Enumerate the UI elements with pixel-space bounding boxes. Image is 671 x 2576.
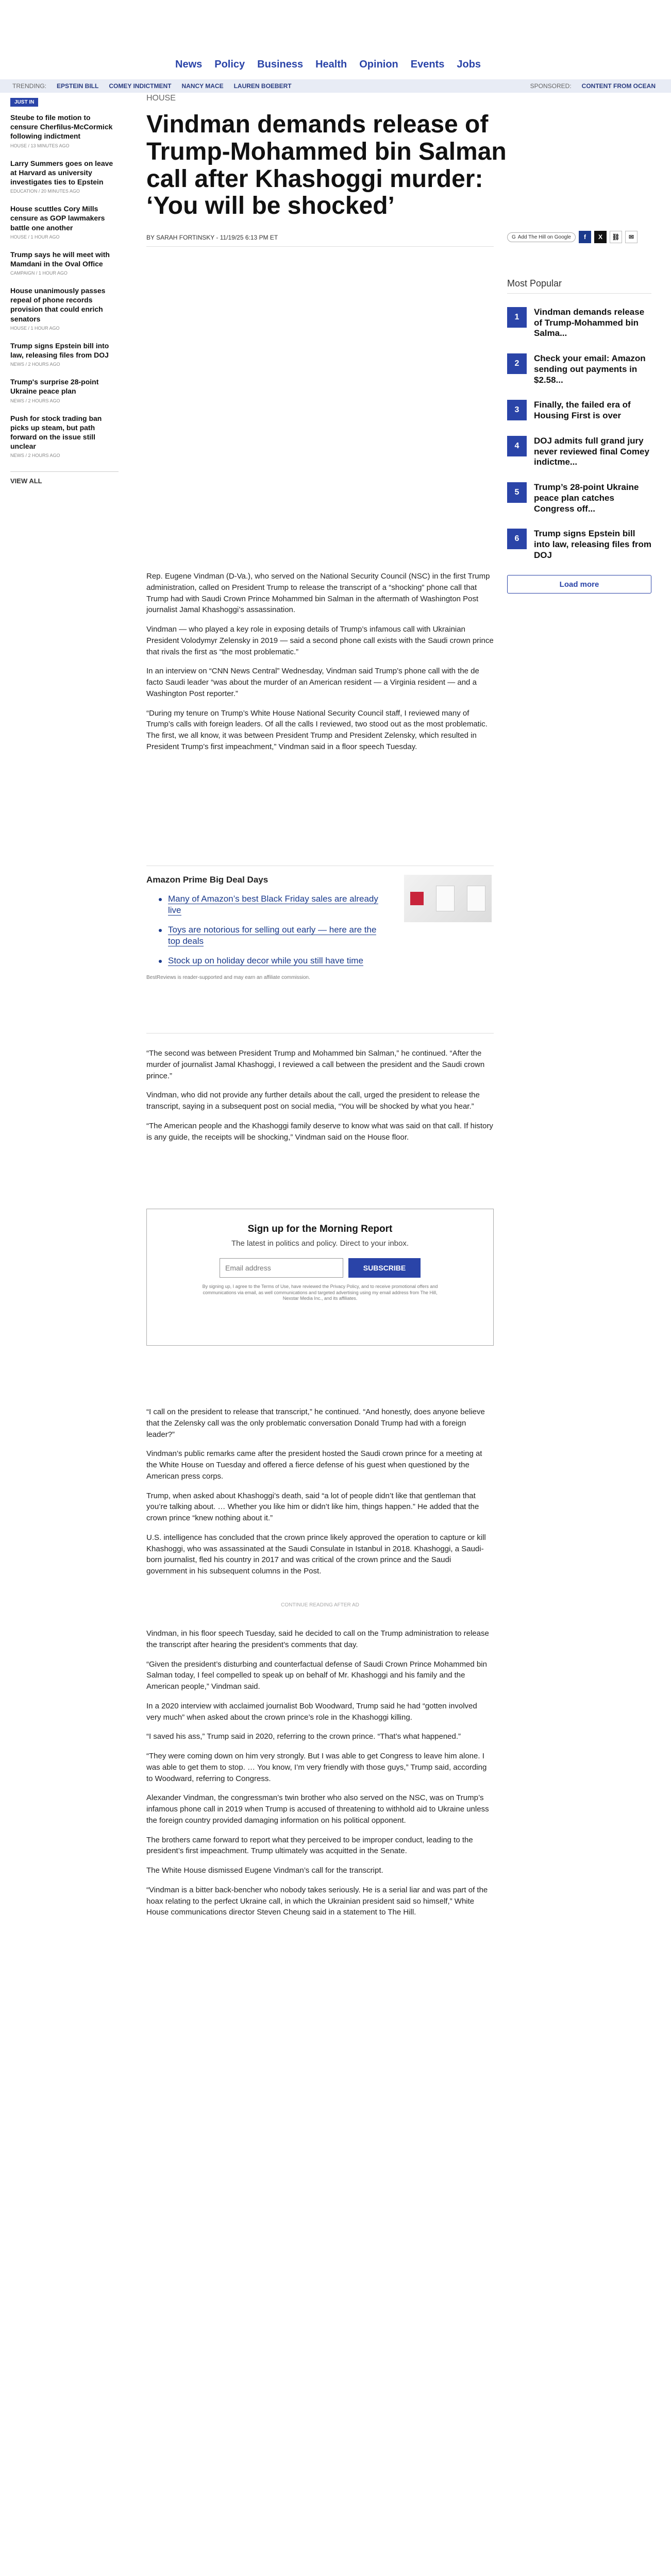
paragraph: In a 2020 interview with acclaimed journalist Bob Woodward, Trump said he had “gotten involved very much” when asked about the crown prince’s role in the Khashoggi killing.: [146, 1701, 477, 1722]
newsletter-form: [147, 1258, 493, 1278]
google-icon: G: [512, 234, 516, 240]
paragraph: “Given the president’s disturbing and counterfactual defense of Saudi Crown Prince Mohammed bin Salman today, I feel compelled to speak up on behalf of Mr. Khashoggi and his family and the American people,” Vindman said.: [146, 1659, 487, 1691]
byline: BY SARAH FORTINSKY - 11/19/25 6:13 PM ET: [146, 234, 278, 241]
list-item[interactable]: House scuttles Cory Mills censure as GOP lawmakers battle one another HOUSE / 1 HOUR AGO: [10, 205, 105, 240]
deal-link[interactable]: Many of Amazon’s best Black Friday sales are already live: [168, 893, 379, 916]
trending-item[interactable]: EPSTEIN BILL: [57, 82, 99, 90]
article-body: [146, 1406, 494, 1585]
continue-reading-label: CONTINUE READING AFTER AD: [281, 1602, 359, 1608]
trending-item[interactable]: LAUREN BOEBERT: [233, 82, 292, 90]
most-popular: [507, 278, 651, 594]
list-item[interactable]: 6 Trump signs Epstein bill into law, releasing files from DOJ: [507, 529, 651, 561]
paragraph: U.S. intelligence has concluded that the crown prince likely approved the operation to capture or kill Khashoggi, who was assassinated at the Saudi Consulate in Istanbul in 2018. Khashoggi, a Saudi-born journalist, fled his country in 2017 and was critical of the crown prince and the Saudi government in his subsequent columns in the Post.: [146, 1533, 486, 1575]
load-more-button[interactable]: Load more: [507, 575, 651, 594]
paragraph: The brothers came forward to report what they perceived to be improper conduct, leading to the president’s first impeachment. Trump ultimately was acquitted in the Senate.: [146, 1835, 473, 1856]
paragraph: “I saved his ass,” Trump said in 2020, referring to the crown prince. “That’s what happened.”: [146, 1732, 461, 1741]
list-item[interactable]: Trump says he will meet with Mamdani in the Oval Office CAMPAIGN / 1 HOUR AGO: [10, 250, 110, 276]
trending-item[interactable]: COMEY INDICTMENT: [109, 82, 172, 90]
list-item[interactable]: 4 DOJ admits full grand jury never reviewed final Comey indictme...: [507, 436, 651, 468]
paragraph: Alexander Vindman, the congressman’s twin brother who also served on the NSC, was on Trump’s infamous phone call in 2019 when Trump is accused of threatening to withhold aid to Ukraine unless the foreign country provided damaging information on his political opponent.: [146, 1793, 489, 1825]
main-nav: [175, 59, 481, 71]
most-popular-title: Most Popular: [507, 278, 651, 294]
newsletter-subtitle: The latest in politics and policy. Direct to your inbox.: [231, 1239, 409, 1248]
rank-number: 5: [507, 482, 527, 503]
nav-policy[interactable]: Policy: [214, 59, 245, 70]
rank-number: 4: [507, 436, 527, 456]
deals-image[interactable]: [404, 875, 492, 922]
deal-link[interactable]: Toys are notorious for selling out early — here are the top deals: [168, 924, 379, 947]
deal-link[interactable]: Stock up on holiday decor while you still have time: [168, 955, 379, 967]
subscribe-button[interactable]: SUBSCRIBE: [348, 1258, 421, 1278]
paragraph: “During my tenure on Trump’s White House National Security Council staff, I reviewed many of Trump’s calls with foreign leaders. Of all the calls I reviewed, two stood out as the most problematic. The first, we all know, it was between President Trump and President Zelensky, which resulted in President Trump’s first impeachment,” Vindman said in a floor speech Tuesday.: [146, 708, 488, 751]
list-item[interactable]: 2 Check your email: Amazon sending out payments in $2.58...: [507, 353, 651, 385]
article-body: [146, 571, 494, 761]
amazon-title: Amazon Prime Big Deal Days: [146, 875, 269, 885]
list-item[interactable]: House unanimously passes repeal of phone records provision that could enrich senators HOUSE / 1 HOUR AGO: [10, 286, 106, 331]
paragraph: Trump, when asked about Khashoggi’s death, said “a lot of people didn’t like that gentleman that you’re talking about. … Whether you like him or didn’t like him, things happen.” He added that the crown prince “knew nothing about it.”: [146, 1491, 479, 1522]
newsletter-fine-print: By signing up, I agree to the Terms of Use, have reviewed the Privacy Policy, and to receive promotional offers and communications via email, as well communications and targeted advertising using my email address from The Hill, Nexstar Media Inc., and its affiliates.: [202, 1284, 438, 1301]
rank-number: 1: [507, 307, 527, 328]
trending-item[interactable]: NANCY MACE: [181, 82, 224, 90]
just-in-rail: [10, 97, 119, 485]
product-box: [436, 886, 455, 911]
share-bar: [507, 231, 638, 243]
list-item[interactable]: 3 Finally, the failed era of Housing First is over: [507, 400, 651, 421]
paragraph: Vindman’s public remarks came after the president hosted the Saudi crown prince for a meeting at the White House on Tuesday and offered a fierce defense of his guest when questioned by the American press corps.: [146, 1449, 482, 1481]
divider: [146, 246, 494, 247]
product-box: [467, 886, 485, 911]
trending-bar: [0, 79, 671, 93]
paragraph: Vindman — who played a key role in exposing details of Trump’s infamous call with Ukrainian President Volodymyr Zelensky in 2019 — said a second phone call exists with the Saudi crown prince that rivals the first as “the most problematic.”: [146, 625, 494, 656]
list-item[interactable]: Push for stock trading ban picks up steam, but path forward on the issue still unclear NEWS / 2 HOURS AGO: [10, 414, 102, 459]
view-all-link[interactable]: VIEW ALL: [10, 471, 119, 485]
just-in-badge: JUST IN: [10, 98, 38, 107]
paragraph: In an interview on “CNN News Central” Wednesday, Vindman said Trump’s phone call with the de facto Saudi leader “was about the murder of an American resident — a Virginia resident — and a Washington Post reporter.”: [146, 667, 479, 698]
google-source-button[interactable]: G Add The Hill on Google: [507, 232, 576, 242]
newsletter-title: Sign up for the Morning Report: [247, 1224, 393, 1234]
list-item[interactable]: Trump signs Epstein bill into law, releasing files from DOJ NEWS / 2 HOURS AGO: [10, 341, 109, 367]
paragraph: “I call on the president to release that transcript,” he continued. “And honestly, does anyone believe that the Zelensky call was the only problematic conversation Donald Trump had with a foreign leader?”: [146, 1408, 485, 1439]
paragraph: “They were coming down on him very strongly. But I was able to get Congress to leave him alone. I was able to get them to stop. … You know, I’m very friendly with those guys,” Trump said, according to Woodward, referring to Congress.: [146, 1752, 487, 1783]
section-tag[interactable]: HOUSE: [146, 94, 176, 103]
affiliate-note: BestReviews is reader-supported and may earn an affiliate commission.: [146, 975, 310, 981]
paragraph: Vindman, in his floor speech Tuesday, said he decided to call on the Trump administration to release the transcript after hearing the president’s comments that day.: [146, 1629, 489, 1649]
nav-news[interactable]: News: [175, 59, 203, 70]
nav-events[interactable]: Events: [410, 59, 445, 70]
article-body: [146, 1048, 494, 1151]
email-field[interactable]: [220, 1258, 343, 1278]
list-item[interactable]: 1 Vindman demands release of Trump-Mohammed bin Salma...: [507, 307, 651, 339]
trending-label: TRENDING:: [12, 82, 46, 90]
nav-health[interactable]: Health: [315, 59, 347, 70]
amazon-deals-box: [146, 875, 494, 980]
facebook-icon[interactable]: f: [579, 231, 591, 243]
paragraph: “Vindman is a bitter back-bencher who nobody takes seriously. He is a serial liar and was part of the hoax relating to the perfect Ukraine call, in which the Ukrainian president said so himself,” White House communications director Steven Cheung said in a statement to The Hill.: [146, 1885, 488, 1917]
article-body: [146, 1628, 494, 1926]
rank-number: 2: [507, 353, 527, 374]
list-item[interactable]: 5 Trump’s 28-point Ukraine peace plan catches Congress off...: [507, 482, 651, 514]
nav-opinion[interactable]: Opinion: [359, 59, 398, 70]
paragraph: Rep. Eugene Vindman (D-Va.), who served on the National Security Council (NSC) in the first Trump administration, called on President Trump to release the transcript of a “shocking” phone call that Trump had with Saudi Crown Prince Mohammed bin Salman in the aftermath of Washington Post journalist Jamal Khashoggi’s assassination.: [146, 572, 490, 615]
email-icon[interactable]: ✉: [625, 231, 638, 243]
page-title: Vindman demands release of Trump-Mohammed bin Salman call after Khashoggi murder: ‘You will be shocked’: [146, 111, 507, 220]
x-icon[interactable]: X: [594, 231, 607, 243]
gift-icon: [410, 892, 424, 905]
rank-number: 3: [507, 400, 527, 420]
paragraph: The White House dismissed Eugene Vindman’s call for the transcript.: [146, 1866, 383, 1875]
paragraph: “The second was between President Trump and Mohammed bin Salman,” he continued. “After the murder of journalist Jamal Khashoggi, I reviewed a call between the president and the Saudi crown prince.”: [146, 1049, 485, 1080]
top-nav: [0, 0, 671, 76]
sponsored-item[interactable]: CONTENT FROM OCEAN: [581, 82, 656, 90]
nav-business[interactable]: Business: [257, 59, 304, 70]
rank-number: 6: [507, 529, 527, 549]
paragraph: “The American people and the Khashoggi family deserve to know what was said on that call. If history is any guide, the receipts will be shocking,” Vindman said on the House floor.: [146, 1121, 493, 1142]
newsletter-signup: [146, 1209, 494, 1346]
nav-jobs[interactable]: Jobs: [457, 59, 481, 70]
paragraph: Vindman, who did not provide any further details about the call, urged the president to release the transcript, saying in a subsequent post on social media, “You will be shocked by what you hear.”: [146, 1091, 480, 1111]
sponsored-label: SPONSORED:: [530, 82, 572, 90]
list-item[interactable]: Trump's surprise 28-point Ukraine peace plan NEWS / 2 HOURS AGO: [10, 378, 99, 403]
list-item[interactable]: Steube to file motion to censure Cherfilus-McCormick following indictment HOUSE / 13 MINUTES AGO: [10, 113, 113, 148]
list-item[interactable]: Larry Summers goes on leave at Harvard as university investigates ties to Epstein EDUCATION / 20 MINUTES AGO: [10, 159, 113, 194]
link-icon[interactable]: ⛓: [610, 231, 622, 243]
